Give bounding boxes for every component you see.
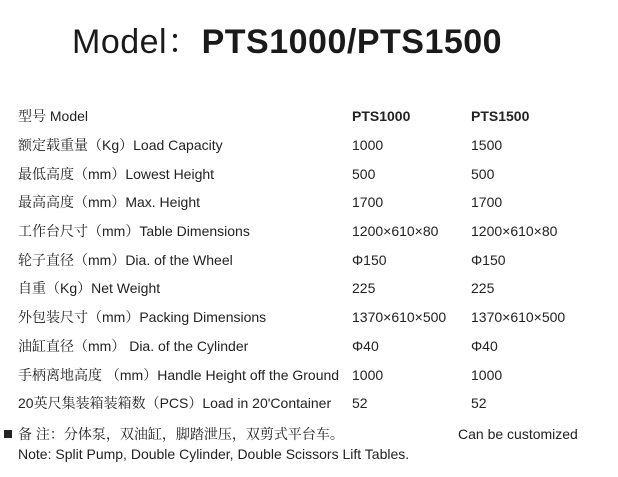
row-label: 油缸直径（mm） Dia. of the Cylinder [18,337,249,354]
row-value-pts1500: 52 [471,395,487,412]
row-value-pts1000: 1200×610×80 [352,223,439,240]
table-row [18,188,603,217]
row-value-pts1500: 1200×610×80 [471,223,558,240]
note-cn-line [4,425,344,443]
row-value-pts1000: 1000 [352,366,384,383]
row-label: 最低高度（mm）Lowest Height [18,165,215,182]
row-value-pts1500: 225 [471,280,495,297]
header-col-pts1500: PTS1500 [471,108,530,125]
page-title [72,20,502,64]
customizable-note: Can be customized [458,426,578,442]
black-square-bullet-icon [4,430,12,438]
row-value-pts1500: Φ150 [471,251,506,268]
row-value-pts1500: 1700 [471,194,503,211]
spec-table [18,102,603,418]
table-row [18,389,603,418]
row-value-pts1500: 1500 [471,137,503,154]
header-col-pts1000: PTS1000 [352,108,411,125]
row-value-pts1000: 1700 [352,194,384,211]
table-header-row [18,102,603,131]
row-label: 工作台尺寸（mm）Table Dimensions [18,223,250,240]
row-label: 20英尺集装箱装箱数（PCS）Load in 20'Container [18,395,332,412]
row-value-pts1000: 52 [352,395,368,412]
row-label: 自重（Kg）Net Weight [18,280,161,297]
row-label: 最高高度（mm）Max. Height [18,194,201,211]
row-value-pts1500: 1000 [471,366,503,383]
row-label: 外包装尺寸（mm）Packing Dimensions [18,309,267,326]
table-row [18,303,603,332]
table-row [18,274,603,303]
row-value-pts1000: 500 [352,165,376,182]
table-row [18,332,603,361]
row-value-pts1500: Φ40 [471,337,498,354]
row-label: 轮子直径（mm）Dia. of the Wheel [18,251,233,268]
row-value-pts1500: 500 [471,165,495,182]
model-value: PTS1000/PTS1500 [201,23,503,61]
row-value-pts1000: Φ40 [352,337,379,354]
model-label: Model： [72,23,202,61]
table-row [18,159,603,188]
note-cn: 备 注：分体泵，双油缸，脚踏泄压，双剪式平台车。 [18,426,344,442]
table-row [18,131,603,160]
row-value-pts1500: 1370×610×500 [471,309,566,326]
row-value-pts1000: Φ150 [352,251,387,268]
row-value-pts1000: 1370×610×500 [352,309,447,326]
table-row [18,217,603,246]
note-en: Note: Split Pump, Double Cylinder, Double Scissors Lift Tables. [18,446,410,462]
header-label: 型号 Model [18,108,89,125]
row-label: 额定载重量（Kg）Load Capacity [18,137,223,154]
row-value-pts1000: 1000 [352,137,384,154]
row-label: 手柄离地高度 （mm）Handle Height off the Ground [18,366,340,383]
table-row [18,360,603,389]
table-row [18,245,603,274]
row-value-pts1000: 225 [352,280,376,297]
